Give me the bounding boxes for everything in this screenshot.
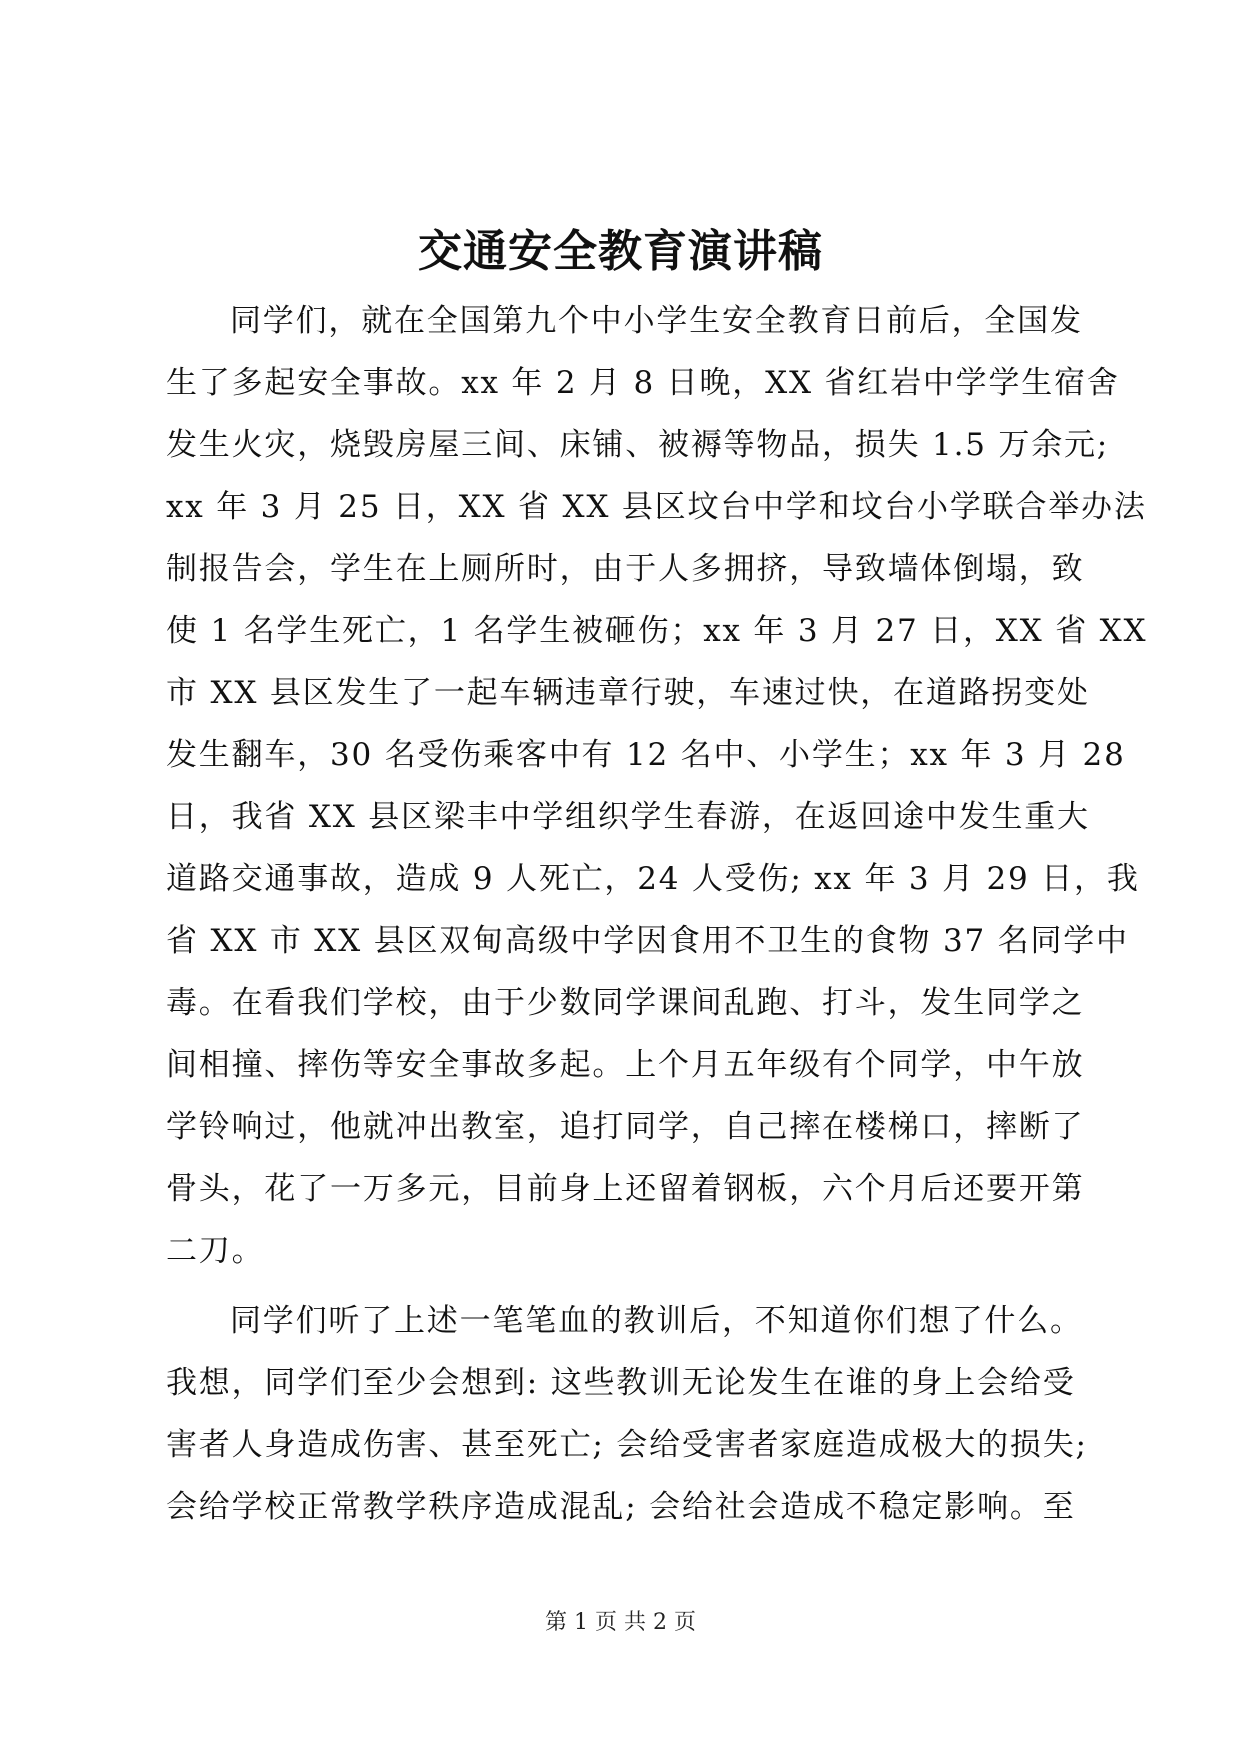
document-body [166,290,1148,1538]
paragraph-2-line-1: 同学们听了上述一笔笔血的教训后，不知道你们想了什么。 [230,1303,1083,1339]
paragraph-1-line-6: 使 1 名学生死亡，1 名学生被砸伤；xx 年 3 月 27 日，XX 省 XX [166,613,1148,649]
paragraph-1-line-8: 发生翻车，30 名受伤乘客中有 12 名中、小学生；xx 年 3 月 28 [166,737,1126,773]
paragraph-1-line-10: 道路交通事故，造成 9 人死亡，24 人受伤; xx 年 3 月 29 日，我 [166,861,1140,897]
paragraph-1-line-5: 制报告会，学生在上厕所时，由于人多拥挤，导致墙体倒塌，致 [166,551,1085,587]
paragraph-2-line-3: 害者人身造成伤害、甚至死亡; 会给受害者家庭造成极大的损失; [166,1427,1088,1463]
paragraph-1-line-11: 省 XX 市 XX 县区双甸高级中学因食用不卫生的食物 37 名同学中 [166,923,1129,959]
paragraph-1-line-7: 市 XX 县区发生了一起车辆违章行驶，车速过快，在道路拐变处 [166,675,1090,711]
paragraph-1-line-4: xx 年 3 月 25 日，XX 省 XX 县区坟台中学和坟台小学联合举办法 [166,489,1147,525]
paragraph-1-line-14: 学铃响过，他就冲出教室，追打同学，自己摔在楼梯口，摔断了 [166,1109,1085,1145]
paragraph-2-line-2: 我想，同学们至少会想到: 这些教训无论发生在谁的身上会给受 [166,1365,1076,1401]
paragraph-1-line-16: 二刀。 [166,1233,265,1269]
paragraph-1-line-12: 毒。在看我们学校，由于少数同学课间乱跑、打斗，发生同学之 [166,985,1085,1021]
paragraph-1-line-1: 同学们，就在全国第九个中小学生安全教育日前后，全国发 [230,303,1083,339]
paragraph-2-line-4: 会给学校正常教学秩序造成混乱; 会给社会造成不稳定影响。至 [166,1489,1076,1525]
paragraph-1-line-3: 发生火灾，烧毁房屋三间、床铺、被褥等物品，损失 1.5 万余元; [166,427,1110,463]
paragraph-1-line-9: 日，我省 XX 县区梁丰中学组织学生春游，在返回途中发生重大 [166,799,1090,835]
page-footer: 第 1 页 共 2 页 [545,1610,696,1635]
paragraph-1-line-15: 骨头，花了一万多元，目前身上还留着钢板，六个月后还要开第 [166,1171,1085,1207]
paragraph-1-line-2: 生了多起安全事故。xx 年 2 月 8 日晚，XX 省红岩中学学生宿舍 [166,365,1120,401]
document-title: 交通安全教育演讲稿 [418,226,823,277]
paragraph-1-line-13: 间相撞、摔伤等安全事故多起。上个月五年级有个同学，中午放 [166,1047,1085,1083]
